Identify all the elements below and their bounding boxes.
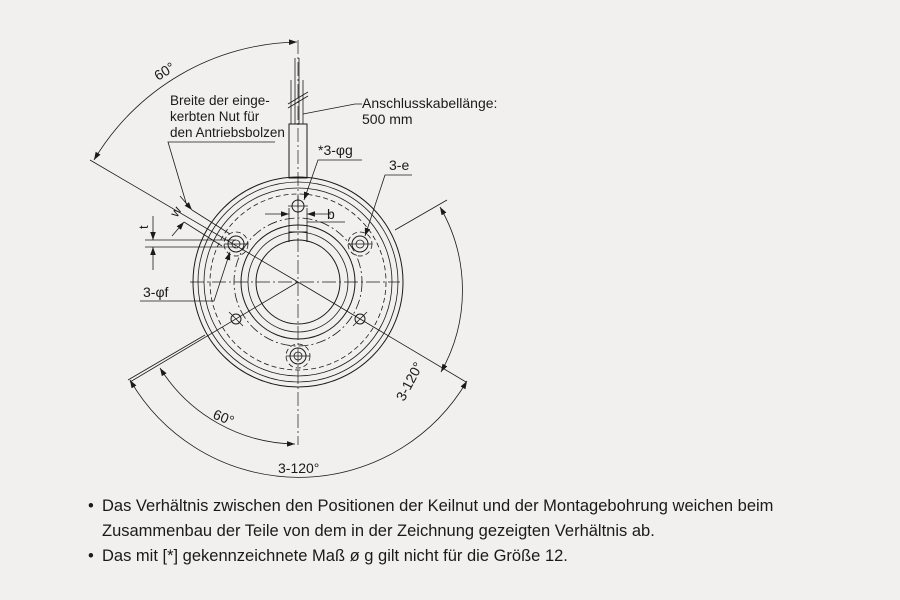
cable-leader (303, 95, 497, 127)
hole-g-leader (304, 142, 362, 200)
bullet: • (88, 497, 94, 515)
hole-f-leader (140, 252, 230, 301)
hole-lower-right (353, 312, 367, 326)
notch-leader (168, 93, 285, 206)
note-item (88, 494, 878, 544)
bullet: • (88, 547, 94, 565)
dim-w (166, 196, 230, 246)
notch-label-line2: kerbten Nut für (170, 109, 260, 124)
notch-label-line1: Breite der einge- (170, 93, 270, 108)
angle-bottom-total-label: 3-120° (278, 460, 320, 476)
notes (88, 494, 878, 569)
dim-t (136, 216, 236, 270)
angle-right-label: 3-120° (392, 359, 427, 404)
notch-label-line3: den Antriebsbolzen (170, 125, 285, 140)
cable-label-line2: 500 mm (362, 111, 413, 127)
dim-b-label: b (327, 206, 335, 222)
angle-top-label: 60° (151, 58, 178, 84)
note-text: Das Verhältnis zwischen den Positionen der Keilnut und der Montagebohrung weichen beim Zusammenbau der Teile von dem in der Zeichnung gezeigten Verhältnis ab. (102, 497, 774, 540)
hole-e-label: 3-e (389, 157, 410, 173)
hole-top (288, 196, 308, 216)
note-item (88, 544, 878, 569)
hole-g-label: *3-φg (318, 142, 353, 158)
hole-lower-left (229, 312, 243, 326)
hole-bottom (286, 344, 310, 368)
hole-upper-left (224, 232, 248, 256)
dim-w-label: w (166, 203, 185, 220)
hole-upper-right (348, 232, 372, 256)
right-extension-line (395, 200, 447, 230)
hole-f-label: 3-φf (143, 284, 169, 300)
dim-t-label: t (136, 225, 151, 229)
angle-bottom-label: 60° (210, 405, 237, 429)
left-extension-line (128, 335, 205, 380)
note-text: Das mit [*] gekennzeichnete Maß ø g gilt nicht für die Größe 12. (102, 547, 568, 565)
cable-label-line1: Anschlusskabellänge: (362, 95, 498, 111)
